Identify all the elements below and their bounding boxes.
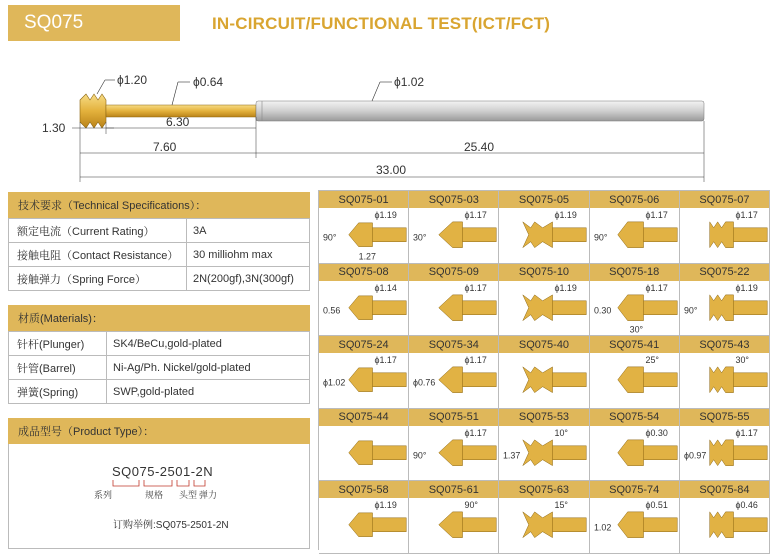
tip-head: [439, 294, 463, 320]
tip-cell: [319, 264, 409, 337]
spec-row: [9, 218, 309, 242]
tip-drawing: [319, 426, 408, 481]
tip-cell: [499, 336, 589, 409]
spec-value: 30 milliohm max: [193, 248, 273, 261]
tip-dimension: 25°: [645, 354, 659, 365]
tip-dimension: 30°: [629, 324, 643, 335]
product-type-box: [8, 444, 310, 549]
tip-cell: [319, 191, 409, 264]
tip-head: [349, 368, 373, 392]
spec-value: 2N(200gf),3N(300gf): [193, 272, 294, 285]
tip-dimension: ϕ1.17: [464, 282, 488, 293]
tip-name: SQ075-74: [590, 481, 679, 498]
tip-cell: [680, 336, 770, 409]
tip-cell: [409, 191, 499, 264]
tip-dimension: 90°: [593, 232, 608, 243]
page-title: IN-CIRCUIT/FUNCTIONAL TEST(ICT/FCT): [212, 14, 551, 33]
tip-cell: [319, 481, 409, 554]
spec-key: 接触弹力（Spring Force）: [9, 267, 187, 290]
tip-shaft: [641, 228, 677, 242]
tip-shaft: [461, 445, 497, 459]
dim-plunger-diameter: ϕ0.64: [193, 75, 224, 89]
tip-shaft: [551, 373, 587, 387]
tip-shaft: [641, 373, 677, 387]
tip-drawing: [409, 353, 498, 408]
tip-shaft: [371, 373, 407, 387]
tip-shaft: [461, 518, 497, 532]
tip-head: [710, 439, 734, 465]
dim-exposed-length: 7.60: [153, 140, 177, 154]
tip-dimension: 30°: [413, 232, 427, 243]
tip-cell: [409, 336, 499, 409]
material-value: SWP,gold-plated: [113, 385, 195, 398]
tip-name: SQ075-08: [319, 264, 408, 281]
tip-shaft: [641, 518, 677, 532]
tip-shaft: [461, 228, 497, 242]
tip-head: [523, 439, 553, 465]
tip-dimension: ϕ1.17: [374, 354, 397, 365]
tip-shaft: [461, 300, 497, 314]
tip-drawing: [590, 426, 679, 481]
material-key: 针管(Barrel): [9, 356, 107, 379]
tip-name: SQ075-07: [680, 191, 769, 208]
dim-barrel-length: 25.40: [464, 140, 495, 154]
material-key: 弹簧(Spring): [9, 380, 107, 403]
tip-drawing: [680, 208, 769, 263]
tip-dimension: 1.02: [593, 522, 611, 533]
material-key: 针杆(Plunger): [9, 332, 107, 355]
tip-head: [710, 367, 734, 393]
tip-dimension: 1.37: [503, 450, 521, 461]
tip-shaft: [641, 300, 677, 314]
tip-dimension: ϕ0.46: [735, 499, 758, 510]
spec-value: 3A: [193, 224, 207, 237]
tip-name: SQ075-44: [319, 409, 408, 426]
tip-head: [349, 440, 373, 464]
tech-specs-table: [8, 218, 310, 291]
tip-cell: [590, 409, 680, 482]
tip-drawing: [590, 281, 679, 336]
model-badge: [8, 5, 180, 41]
tip-name: SQ075-34: [409, 336, 498, 353]
tip-cell: [409, 481, 499, 554]
product-label-spec: 规格: [145, 490, 164, 500]
tip-name: SQ075-06: [590, 191, 679, 208]
tip-head: [439, 439, 463, 465]
tip-cell: [590, 264, 680, 337]
tip-dimension: ϕ0.97: [683, 450, 707, 461]
tip-drawing: [499, 208, 588, 263]
model-label: SQ075: [24, 12, 84, 33]
tip-shaft: [551, 300, 587, 314]
tip-name: SQ075-01: [319, 191, 408, 208]
tip-head: [349, 513, 373, 537]
tip-head: [439, 512, 463, 538]
product-label-force: 弹力: [199, 490, 218, 500]
materials-heading: 材质(Materials)：: [8, 305, 310, 331]
tip-name: SQ075-05: [499, 191, 588, 208]
product-code-brackets: [99, 478, 249, 492]
tip-head: [710, 222, 734, 248]
tip-dimension: ϕ1.19: [374, 209, 397, 220]
probe-barrel: [256, 101, 704, 121]
tip-shaft: [551, 518, 587, 532]
tip-dimension: ϕ0.76: [413, 377, 436, 388]
tip-cell: [319, 336, 409, 409]
tip-head: [349, 223, 373, 247]
tip-drawing: [319, 498, 408, 553]
tip-shaft: [551, 445, 587, 459]
tip-dimension: 0.56: [322, 305, 341, 316]
tip-dimension: 1.27: [358, 251, 376, 262]
tip-head: [523, 367, 553, 393]
tip-name: SQ075-24: [319, 336, 408, 353]
tip-cell: [499, 264, 589, 337]
tip-name: SQ075-22: [680, 264, 769, 281]
tip-head: [523, 294, 553, 320]
tip-drawing: [680, 426, 769, 481]
tip-dimension: 90°: [322, 232, 337, 243]
tip-dimension: 10°: [554, 427, 569, 438]
tip-name: SQ075-63: [499, 481, 588, 498]
tip-head: [710, 294, 734, 320]
tip-dimension: ϕ0.30: [645, 427, 668, 438]
tip-drawing: [590, 208, 679, 263]
tip-head: [617, 222, 643, 248]
tip-name: SQ075-55: [680, 409, 769, 426]
tip-dimension: ϕ1.19: [554, 209, 578, 220]
tip-head: [349, 295, 373, 319]
tip-drawing: [680, 281, 769, 336]
spec-row: [9, 242, 309, 266]
tip-head: [439, 367, 463, 393]
tip-name: SQ075-84: [680, 481, 769, 498]
tip-shaft: [371, 445, 407, 459]
dim-barrel-diameter: ϕ1.02: [394, 75, 425, 89]
tip-dimension: 90°: [683, 305, 698, 316]
product-type-heading: 成品型号（Product Type）：: [8, 418, 310, 444]
tip-head: [439, 222, 463, 248]
tip-head: [523, 512, 553, 538]
tech-specs-heading: 技术要求（Technical Specifications）：: [8, 192, 310, 218]
tip-drawing: [409, 498, 498, 553]
tip-dimension: 90°: [464, 499, 479, 510]
tip-dimension: ϕ1.17: [735, 427, 758, 438]
tip-name: SQ075-51: [409, 409, 498, 426]
tip-cell: [499, 191, 589, 264]
tip-shaft: [641, 445, 677, 459]
spec-row: [9, 266, 309, 290]
tip-cell: [680, 264, 770, 337]
tip-dimension: ϕ1.17: [464, 209, 488, 220]
tip-head: [617, 439, 643, 465]
material-value: Ni-Ag/Ph. Nickel/gold-plated: [113, 361, 251, 374]
tip-shaft: [731, 445, 767, 459]
tip-name: SQ075-40: [499, 336, 588, 353]
probe-drawing: [0, 60, 778, 185]
tip-name: SQ075-43: [680, 336, 769, 353]
tip-cell: [409, 264, 499, 337]
product-label-series: 系列: [94, 490, 113, 500]
tip-head: [710, 512, 734, 538]
tip-shaft: [371, 228, 407, 242]
order-example: 订购举例:SQ075-2501-2N: [113, 520, 229, 531]
dim-total-length: 33.00: [376, 163, 407, 177]
tip-dimension: 30°: [735, 354, 749, 365]
tip-shaft: [371, 518, 407, 532]
material-row: [9, 379, 309, 403]
tip-name: SQ075-10: [499, 264, 588, 281]
tip-name: SQ075-18: [590, 264, 679, 281]
tip-dimension: 90°: [413, 450, 427, 461]
tip-dimension: ϕ1.19: [735, 282, 758, 293]
tip-dimension: ϕ1.17: [464, 354, 488, 365]
tip-style-grid: [318, 190, 770, 550]
spec-key: 额定电流（Current Rating）: [9, 219, 187, 242]
tip-dimension: ϕ1.17: [645, 209, 668, 220]
tip-shaft: [461, 373, 497, 387]
tip-cell: [590, 481, 680, 554]
tip-cell: [499, 481, 589, 554]
material-row: [9, 355, 309, 379]
dim-plunger-length: 6.30: [166, 115, 190, 129]
tip-dimension: 15°: [554, 499, 569, 510]
tip-dimension: ϕ1.17: [645, 282, 668, 293]
dim-tip-length: 1.30: [42, 121, 66, 135]
tip-dimension: ϕ1.19: [374, 499, 397, 510]
tip-drawing: [499, 498, 588, 553]
tip-dimension: 0.30: [593, 305, 611, 316]
tip-cell: [680, 481, 770, 554]
tip-drawing: [590, 353, 679, 408]
tip-head: [617, 367, 643, 393]
spec-key: 接触电阻（Contact Resistance）: [9, 243, 187, 266]
tip-drawing: [319, 281, 408, 336]
tip-dimension: ϕ0.51: [645, 499, 668, 510]
tip-drawing: [319, 208, 408, 263]
tip-drawing: [319, 353, 408, 408]
tip-drawing: [590, 498, 679, 553]
tip-name: SQ075-41: [590, 336, 679, 353]
tip-name: SQ075-03: [409, 191, 498, 208]
materials-table: [8, 331, 310, 404]
tip-shaft: [731, 518, 767, 532]
dim-head-diameter: ϕ1.20: [117, 73, 148, 87]
material-row: [9, 331, 309, 355]
tip-drawing: [409, 426, 498, 481]
tip-drawing: [680, 353, 769, 408]
tip-shaft: [731, 373, 767, 387]
probe-head: [80, 94, 106, 128]
tip-cell: [590, 336, 680, 409]
tip-dimension: ϕ1.02: [322, 377, 346, 388]
tip-drawing: [499, 281, 588, 336]
tip-shaft: [371, 300, 407, 314]
tip-shaft: [731, 300, 767, 314]
tip-drawing: [499, 426, 588, 481]
product-label-head: 头型: [179, 490, 198, 500]
tip-head: [523, 222, 553, 248]
tip-dimension: ϕ1.14: [374, 282, 397, 293]
tip-name: SQ075-09: [409, 264, 498, 281]
tip-cell: [590, 191, 680, 264]
tip-dimension: ϕ1.17: [735, 209, 758, 220]
tip-name: SQ075-61: [409, 481, 498, 498]
tip-cell: [680, 409, 770, 482]
tip-head: [617, 512, 643, 538]
tip-cell: [409, 409, 499, 482]
tip-cell: [499, 409, 589, 482]
material-value: SK4/BeCu,gold-plated: [113, 337, 222, 350]
tip-name: SQ075-58: [319, 481, 408, 498]
tip-head: [617, 294, 643, 320]
tip-shaft: [551, 228, 587, 242]
tip-cell: [680, 191, 770, 264]
tip-cell: [319, 409, 409, 482]
tip-drawing: [409, 281, 498, 336]
tip-drawing: [499, 353, 588, 408]
tip-drawing: [680, 498, 769, 553]
tip-dimension: ϕ1.17: [464, 427, 488, 438]
tip-dimension: ϕ1.19: [554, 282, 578, 293]
tip-name: SQ075-53: [499, 409, 588, 426]
tip-drawing: [409, 208, 498, 263]
tip-name: SQ075-54: [590, 409, 679, 426]
tip-shaft: [731, 228, 767, 242]
product-code: SQ075-2501-2N: [112, 464, 214, 479]
